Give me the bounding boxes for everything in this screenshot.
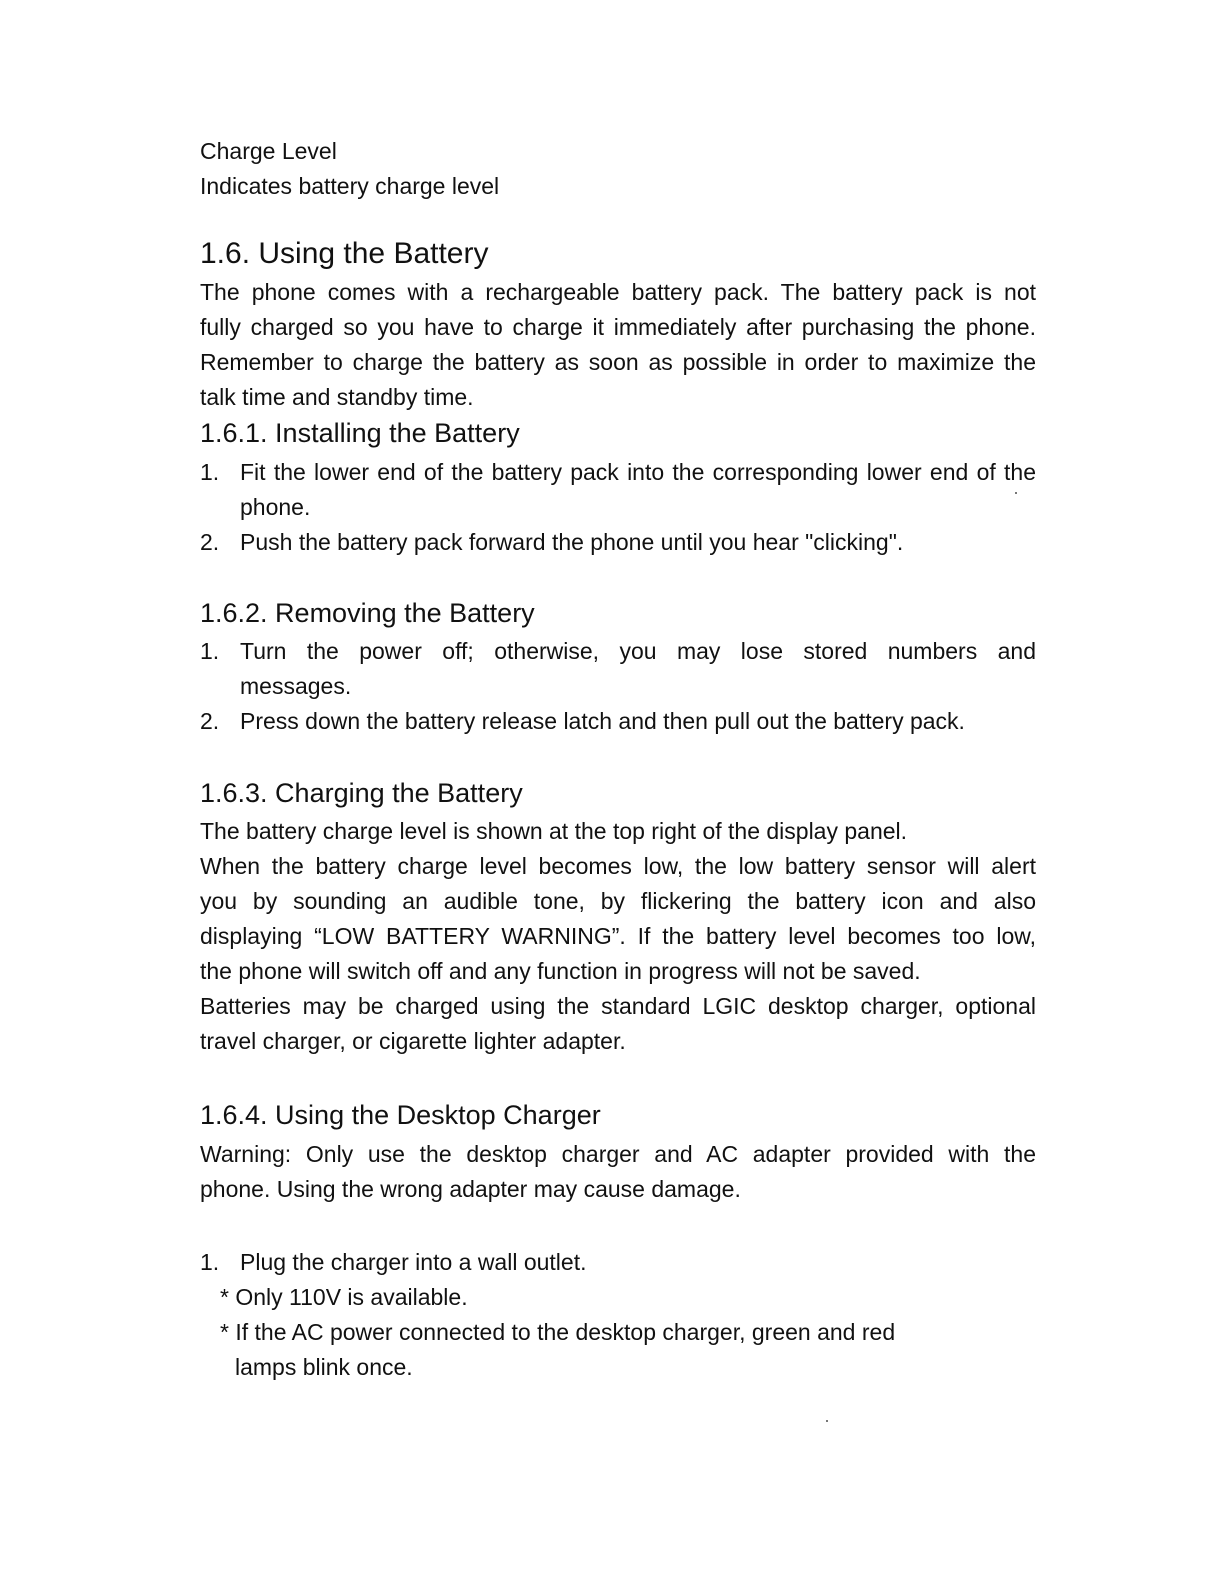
paragraph-line: When the battery charge level becomes low, the low battery sensor will alert (200, 853, 1036, 879)
scan-speck (1015, 492, 1017, 494)
section-1-6-4 (200, 1098, 1036, 1207)
paragraph-line: fully charged so you have to charge it immediately after purchasing the phone. (200, 314, 1036, 340)
list-number: 2. (200, 708, 220, 734)
paragraph-line: the phone will switch off and any function in progress will not be saved. (200, 958, 921, 984)
list-item-line: Fit the lower end of the battery pack into the corresponding lower end of the (240, 459, 1036, 485)
warning-line: Warning: Only use the desktop charger and AC adapter provided with the (200, 1141, 1036, 1167)
charger-steps (200, 1245, 1036, 1385)
section-1-6-3 (200, 776, 1036, 1059)
subsection-heading: 1.6.1. Installing the Battery (200, 418, 520, 448)
list-number: 1. (200, 1249, 220, 1275)
subsection-heading: 1.6.3. Charging the Battery (200, 778, 523, 808)
list-item (200, 1245, 1036, 1280)
list-item-line: messages. (240, 673, 352, 699)
note-line: * Only 110V is available. (220, 1284, 468, 1310)
warning-line: phone. Using the wrong adapter may cause damage. (200, 1176, 741, 1202)
paragraph-line: Remember to charge the battery as soon as possible in order to maximize the (200, 349, 1036, 375)
list-item (200, 455, 1036, 525)
list-item-line: Plug the charger into a wall outlet. (240, 1249, 587, 1275)
list-number: 1. (200, 459, 220, 485)
section-heading: 1.6. Using the Battery (200, 237, 489, 270)
list-number: 2. (200, 529, 220, 555)
subsection-heading: 1.6.2. Removing the Battery (200, 598, 535, 628)
list-item (200, 634, 1036, 704)
section-1-6 (200, 235, 1036, 415)
paragraph-line: Batteries may be charged using the standard LGIC desktop charger, optional (200, 993, 1036, 1019)
list-item (200, 525, 1036, 560)
list-item (200, 704, 1036, 739)
list-item-line: phone. (240, 494, 311, 520)
paragraph-line: The phone comes with a rechargeable battery pack. The battery pack is not (200, 279, 1036, 305)
list-item-line: Turn the power off; otherwise, you may lose stored numbers and (240, 638, 1036, 664)
charge-level-title: Charge Level (200, 138, 337, 164)
paragraph-line: displaying “LOW BATTERY WARNING”. If the battery level becomes too low, (200, 923, 1036, 949)
paragraph-line: talk time and standby time. (200, 384, 474, 410)
note-line: lamps blink once. (235, 1354, 413, 1380)
section-1-6-1 (200, 416, 1036, 560)
charge-level-block (200, 134, 1036, 204)
subsection-heading: 1.6.4. Using the Desktop Charger (200, 1100, 601, 1130)
list-item-line: Push the battery pack forward the phone until you hear "clicking". (240, 529, 904, 555)
note-line: * If the AC power connected to the desktop charger, green and red (220, 1319, 896, 1345)
list-item-line: Press down the battery release latch and then pull out the battery pack. (240, 708, 965, 734)
paragraph-line: you by sounding an audible tone, by flickering the battery icon and also (200, 888, 1036, 914)
section-1-6-2 (200, 596, 1036, 739)
paragraph-line: The battery charge level is shown at the top right of the display panel. (200, 818, 908, 844)
list-number: 1. (200, 638, 220, 664)
paragraph-line: travel charger, or cigarette lighter adapter. (200, 1028, 626, 1054)
charge-level-desc: Indicates battery charge level (200, 173, 500, 199)
scan-speck (826, 1420, 828, 1422)
